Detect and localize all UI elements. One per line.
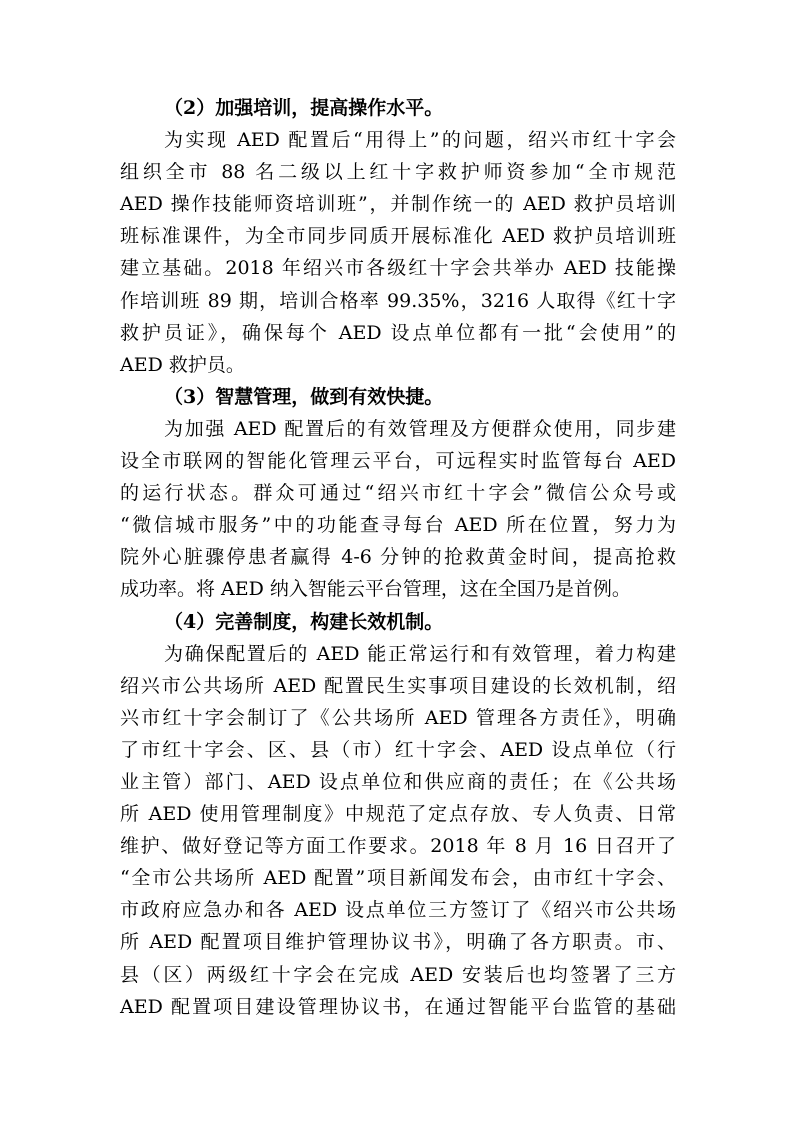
paragraph-line: “微信城市服务”中的功能查寻每台 AED 所在位置，努力为	[120, 514, 676, 537]
paragraph-line: 班标准课件，为全市同步同质开展标准化 AED 救护员培训班	[120, 225, 676, 248]
paragraph-line: 所 AED 配置项目维护管理协议书》，明确了各方职责。市、	[120, 931, 676, 954]
paragraph-line: “全市公共场所 AED 配置”项目新闻发布会，由市红十字会、	[120, 867, 676, 890]
paragraph-line: 成功率。将 AED 纳入智能云平台管理，这在全国乃是首例。	[120, 578, 631, 601]
paragraph-line: 院外心脏骤停患者赢得 4-6 分钟的抢救黄金时间，提高抢救	[120, 546, 676, 569]
paragraph-line: 组织全市 88 名二级以上红十字救护师资参加“全市规范	[120, 161, 676, 184]
paragraph-line: 为加强 AED 配置后的有效管理及方便群众使用，同步建	[164, 417, 676, 440]
paragraph-line: 市政府应急办和各 AED 设点单位三方签订了《绍兴市公共场	[120, 899, 676, 922]
paragraph-line: 绍兴市公共场所 AED 配置民生实事项目建设的长效机制，绍	[120, 674, 676, 697]
paragraph-line: 设全市联网的智能化管理云平台，可远程实时监管每台 AED	[120, 450, 676, 473]
paragraph-line: 为确保配置后的 AED 能正常运行和有效管理，着力构建	[164, 642, 676, 665]
paragraph-line: 为实现 AED 配置后“用得上”的问题，绍兴市红十字会	[164, 129, 676, 152]
paragraph-line: 兴市红十字会制订了《公共场所 AED 管理各方责任》，明确	[120, 706, 676, 729]
paragraph-line: 救护员证》，确保每个 AED 设点单位都有一批“会使用”的	[120, 321, 676, 344]
paragraph-line: 了市红十字会、区、县（市）红十字会、AED 设点单位（行	[120, 738, 676, 761]
section-heading: （4）完善制度，构建长效机制。	[164, 610, 444, 633]
paragraph-line: AED 救护员。	[120, 353, 245, 376]
paragraph-line: 业主管）部门、AED 设点单位和供应商的责任；在《公共场	[120, 770, 676, 793]
paragraph-line: AED 配置项目建设管理协议书，在通过智能平台监管的基础	[120, 995, 676, 1018]
section-heading: （3）智慧管理，做到有效快捷。	[164, 385, 444, 408]
section-heading: （2）加强培训，提高操作水平。	[164, 97, 444, 119]
paragraph-line: 的运行状态。群众可通过“绍兴市红十字会”微信公众号或	[120, 482, 676, 505]
paragraph-line: 建立基础。2018 年绍兴市各级红十字会共举办 AED 技能操	[120, 257, 676, 280]
paragraph-line: 维护、做好登记等方面工作要求。2018 年 8 月 16 日召开了	[120, 835, 676, 858]
paragraph-line: 县（区）两级红十字会在完成 AED 安装后也均签署了三方	[120, 963, 676, 986]
paragraph-line: AED 操作技能师资培训班”，并制作统一的 AED 救护员培训	[120, 193, 676, 216]
paragraph-line: 作培训班 89 期，培训合格率 99.35%，3216 人取得《红十字	[120, 289, 676, 312]
paragraph-line: 所 AED 使用管理制度》中规范了定点存放、专人负责、日常	[120, 803, 676, 826]
document-body	[120, 92, 676, 1023]
